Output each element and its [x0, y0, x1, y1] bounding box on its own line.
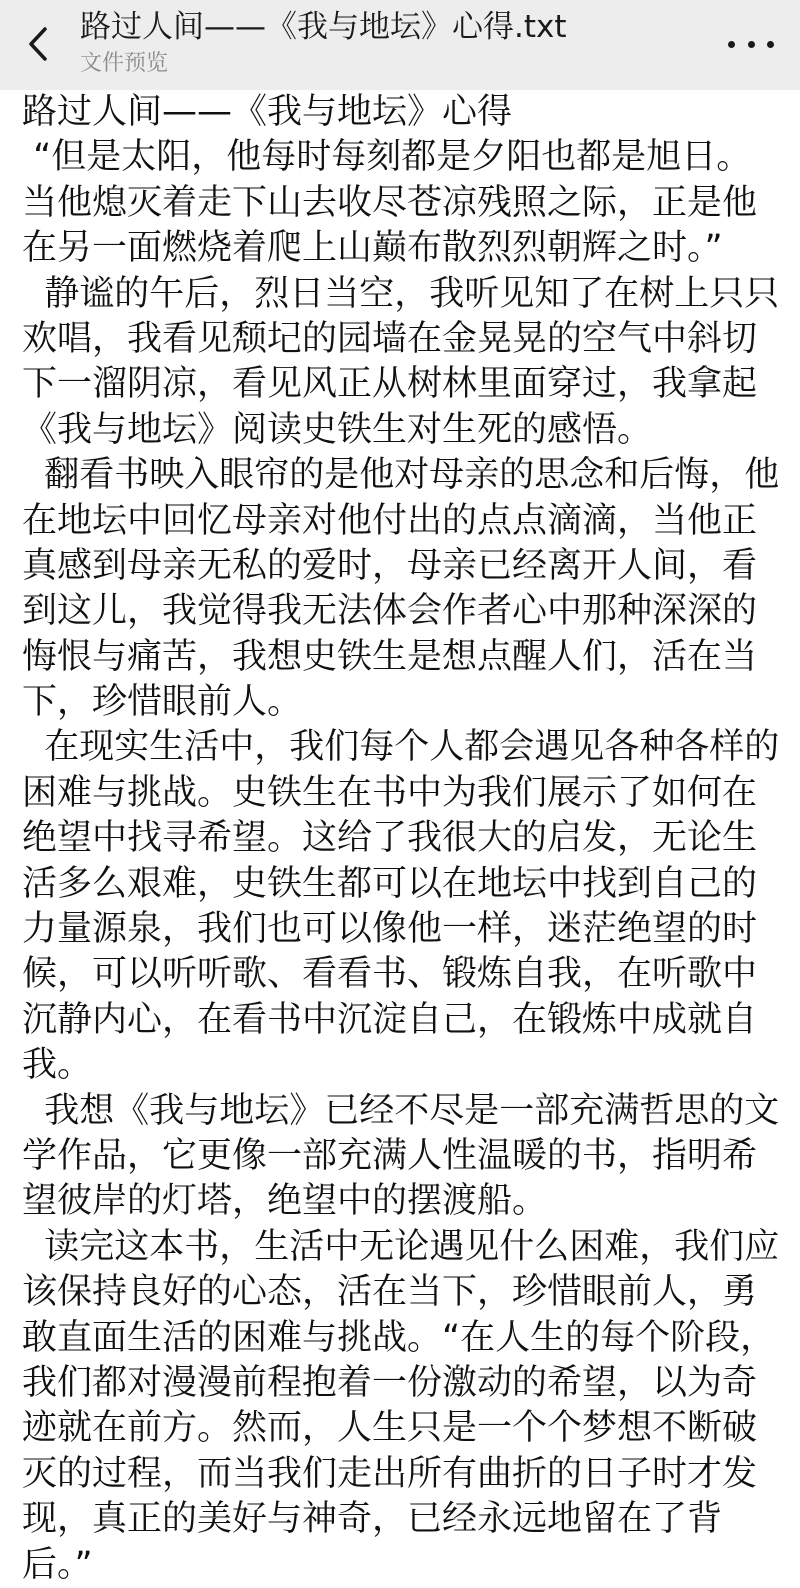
text-line: 在另一面燃烧着爬上山巅布散烈烈朝辉之时。”: [22, 228, 723, 269]
text-line: 绝望中找寻希望。这给了我很大的启发，无论生: [22, 818, 758, 859]
text-line: 沉静内心，在看书中沉淀自己，在锻炼中成就自: [22, 999, 758, 1040]
text-line: 现，真正的美好与神奇，已经永远地留在了背: [22, 1499, 723, 1540]
back-button[interactable]: [18, 22, 58, 66]
text-line: 力量源泉，我们也可以像他一样，迷茫绝望的时: [22, 909, 758, 950]
text-line: 灭的过程，而当我们走出所有曲折的日子时才发: [22, 1453, 758, 1494]
text-line: 当他熄灭着走下山去收尽苍凉残照之际，正是他: [22, 182, 758, 223]
text-preview-body: [22, 90, 782, 1588]
file-preview-subtitle: 文件预览: [80, 51, 169, 76]
text-line: 望彼岸的灯塔，绝望中的摆渡船。: [22, 1181, 548, 1222]
top-bar: [0, 0, 800, 90]
text-line: 真感到母亲无私的爱时，母亲已经离开人间，看: [22, 545, 758, 586]
text-line: 活多么艰难，史铁生都可以在地坛中找到自己的: [22, 863, 758, 904]
chevron-left-icon: [27, 26, 49, 62]
more-horizontal-icon: [748, 41, 755, 48]
text-line: 到这儿，我觉得我无法体会作者心中那种深深的: [22, 591, 758, 632]
text-line: 《我与地坛》阅读史铁生对生死的感悟。: [22, 409, 653, 450]
text-line: 敢直面生活的困难与挑战。“在人生的每个阶段，: [22, 1317, 776, 1358]
text-line: 悔恨与痛苦，我想史铁生是想点醒人们，活在当: [22, 636, 758, 677]
text-line: 该保持良好的心态，活在当下，珍惜眼前人，勇: [22, 1272, 758, 1313]
text-line: 迹就在前方。然而，人生只是一个个梦想不断破: [22, 1408, 758, 1449]
text-line: 在现实生活中，我们每个人都会遇见各种各样的: [22, 727, 780, 768]
text-line: 下一溜阴凉，看见风正从树林里面穿过，我拿起: [22, 364, 758, 405]
more-options-button[interactable]: [728, 26, 774, 62]
more-horizontal-icon: [767, 41, 774, 48]
file-title: 路过人间——《我与地坛》心得.txt: [80, 9, 567, 45]
title-block: [80, 6, 700, 78]
more-horizontal-icon: [728, 41, 735, 48]
text-line: 我。: [22, 1045, 93, 1086]
text-line: 我们都对漫漫前程抱着一份激动的希望，以为奇: [22, 1362, 758, 1403]
text-line: 我想《我与地坛》已经不尽是一部充满哲思的文: [22, 1090, 780, 1131]
text-line: 在地坛中回忆母亲对他付出的点点滴滴，当他正: [22, 500, 758, 541]
text-line: 路过人间——《我与地坛》心得: [22, 92, 513, 132]
text-line: 困难与挑战。史铁生在书中为我们展示了如何在: [22, 772, 758, 813]
text-line: 静谧的午后，烈日当空，我听见知了在树上只只: [22, 273, 780, 314]
text-line: 学作品，它更像一部充满人性温暖的书，指明希: [22, 1135, 758, 1176]
text-line: “但是太阳，他每时每刻都是夕阳也都是旭日。: [22, 137, 752, 178]
text-line: 候，可以听听歌、看看书、锻炼自我，在听歌中: [22, 954, 758, 995]
text-line: 欢唱，我看见颓圮的园墙在金晃晃的空气中斜切: [22, 318, 758, 359]
text-line: 读完这本书，生活中无论遇见什么困难，我们应: [22, 1226, 780, 1267]
text-line: 后。”: [22, 1544, 93, 1585]
text-line: 翻看书映入眼帘的是他对母亲的思念和后悔，他: [22, 455, 780, 496]
text-line: 下，珍惜眼前人。: [22, 682, 303, 723]
